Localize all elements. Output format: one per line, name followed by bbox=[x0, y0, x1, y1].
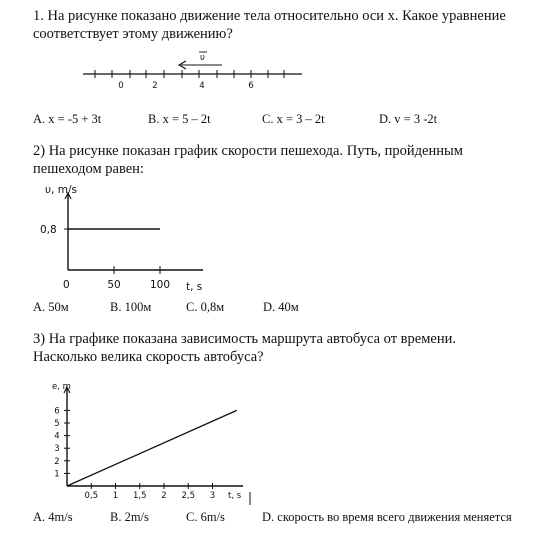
q3-option-a[interactable]: A. 4m/s bbox=[33, 510, 73, 524]
q1-option-c[interactable]: C. x = 3 – 2t bbox=[262, 112, 325, 126]
q2-option-a[interactable]: A. 50м bbox=[33, 300, 69, 314]
q1-option-b[interactable]: B. x = 5 – 2t bbox=[148, 112, 211, 126]
question-3-text: 3) На графике показана зависимость маршрута автобуса от времени. Насколько велика скорость автобуса? bbox=[33, 331, 456, 365]
q1-tick-label-2: 2 bbox=[152, 81, 158, 91]
q3-option-b[interactable]: B. 2m/s bbox=[110, 510, 149, 524]
question-1-text: 1. На рисунке показано движение тела относительно оси x. Какое уравнение соответствует этому движению? bbox=[33, 8, 506, 42]
q1-option-a[interactable]: A. x = -5 + 3t bbox=[33, 112, 102, 126]
q3-ytick-label-2: 2 bbox=[54, 456, 60, 467]
q3-xtick-label-2,5: 2,5 bbox=[181, 491, 196, 501]
q2-xtick-label-100: 100 bbox=[149, 279, 171, 291]
q3-option-d[interactable]: D. скорость во время всего движения меняется bbox=[262, 510, 512, 524]
velocity-label: υ bbox=[200, 53, 205, 63]
q2-option-d[interactable]: D. 40м bbox=[263, 300, 299, 314]
q1-option-d[interactable]: D. v = 3 -2t bbox=[379, 112, 438, 126]
q3-series-line bbox=[67, 410, 237, 486]
q1-tick-label-4: 4 bbox=[199, 81, 205, 91]
q3-ylabel: e, m bbox=[52, 382, 71, 392]
q3-xtick-label-3: 3 bbox=[209, 491, 216, 501]
q3-ytick-label-6: 6 bbox=[54, 406, 60, 417]
q2-xtick-label-50: 50 bbox=[107, 279, 121, 291]
q1-tick-label-0: 0 bbox=[118, 81, 124, 91]
q3-xtick-label-2: 2 bbox=[161, 491, 167, 501]
q3-xtick-label-0,5: 0,5 bbox=[84, 491, 99, 501]
q3-ytick-label-5: 5 bbox=[54, 419, 60, 429]
question-2-text: 2) На рисунке показан график скорости пешехода. Путь, пройденным пешеходом равен: bbox=[33, 143, 463, 177]
q3-xlabel: t, s bbox=[228, 491, 242, 501]
q1-tick-label-6: 6 bbox=[248, 81, 254, 91]
q3-xtick-label-1,5: 1,5 bbox=[132, 491, 147, 501]
q2-ylabel: υ, m/s bbox=[45, 184, 77, 196]
q3-ytick-label-1: 1 bbox=[54, 469, 60, 480]
q3-ytick-label-4: 4 bbox=[54, 431, 60, 442]
q3-ytick-label-3: 3 bbox=[54, 444, 60, 455]
q2-xlabel: t, s bbox=[186, 281, 203, 293]
q3-option-c[interactable]: C. 6m/s bbox=[186, 510, 225, 524]
q2-ytick-label: 0,8 bbox=[40, 224, 57, 236]
q2-option-b[interactable]: B. 100м bbox=[110, 300, 152, 314]
q2-xtick-label-0: 0 bbox=[63, 279, 70, 291]
q2-option-c[interactable]: C. 0,8м bbox=[186, 300, 225, 314]
q3-xtick-label-1: 1 bbox=[112, 491, 119, 501]
